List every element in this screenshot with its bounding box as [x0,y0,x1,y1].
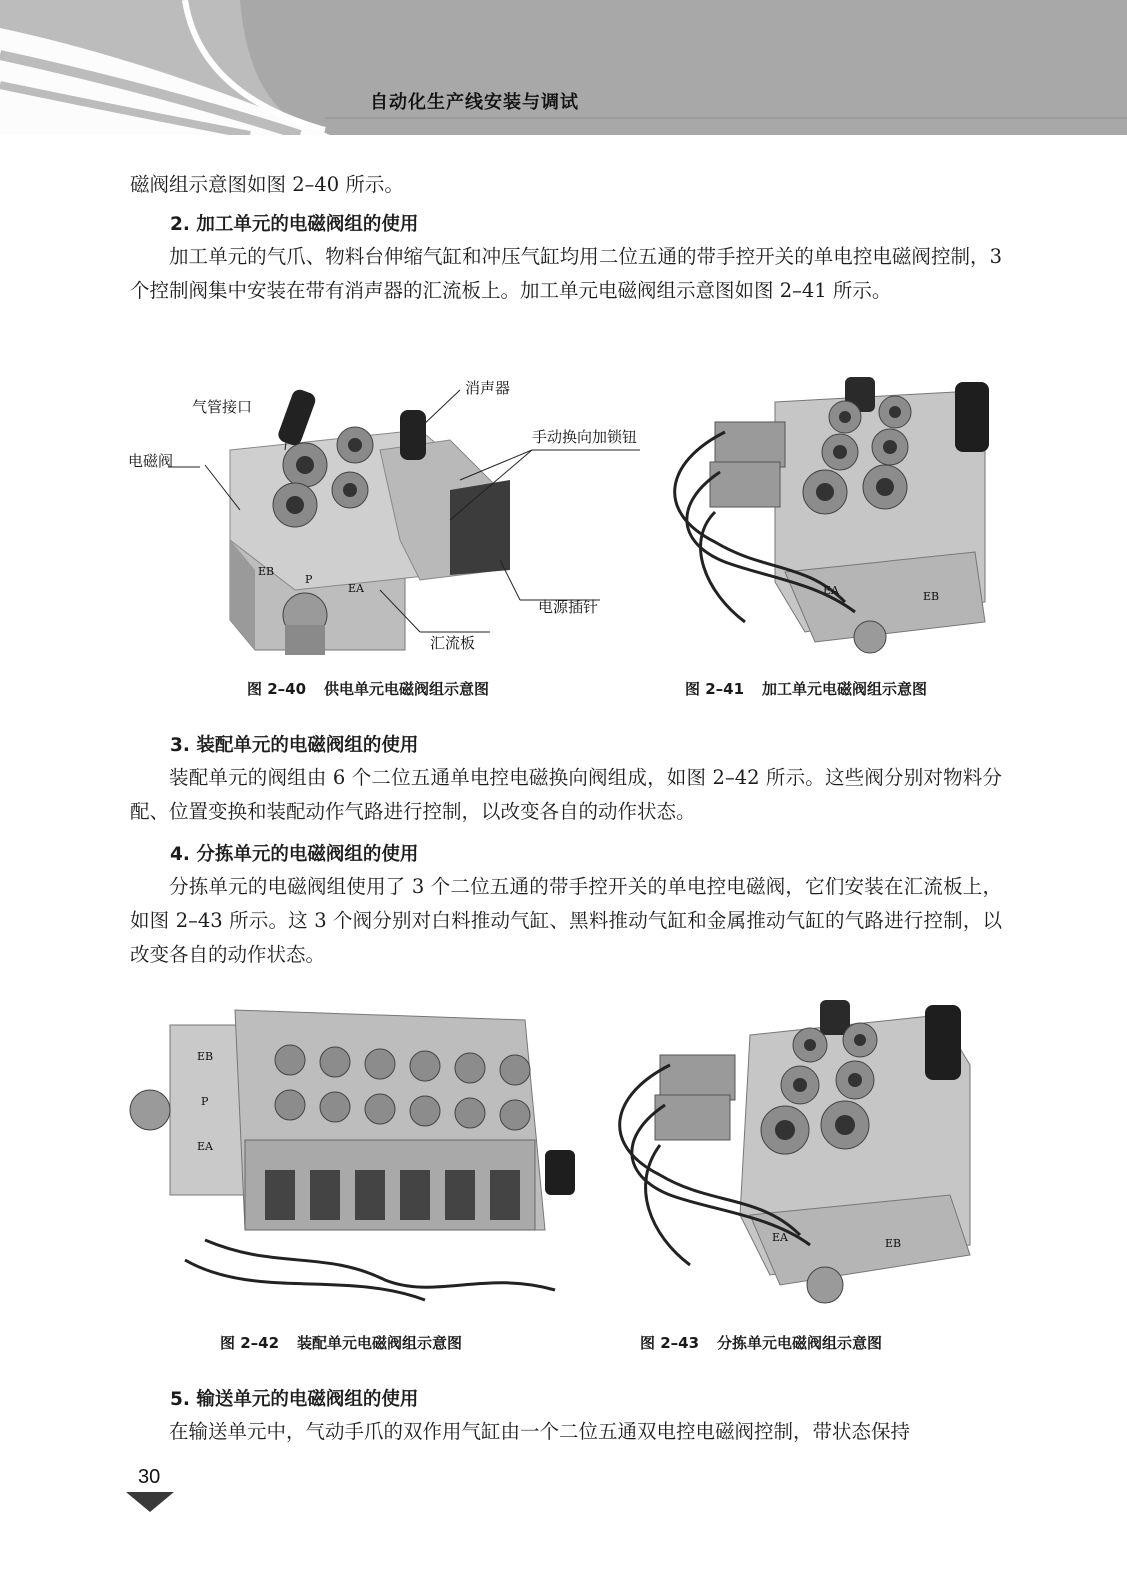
port-label-p: P [305,573,313,586]
paragraph-fig40-ref: 磁阀组示意图如图 2–40 所示。 [130,173,404,196]
figure-number: 图 2–41 [685,680,745,698]
figure-title: 装配单元电磁阀组示意图 [297,1334,463,1352]
section-heading-4: 4. 分拣单元的电磁阀组的使用 [170,844,419,865]
figure-title: 供电单元电磁阀组示意图 [324,680,490,698]
port-label-ea: EA [348,582,364,595]
page-number: 30 [138,1466,161,1488]
callout-manual-lock-button: 手动换向加锁钮 [532,428,638,446]
port-label-ea: EA [197,1140,213,1153]
figure-number: 图 2–42 [220,1334,280,1352]
figure-2-43 [600,995,980,1315]
valve-group-photo-illustration [125,1000,590,1320]
paragraph-sorting-unit: 分拣单元的电磁阀组使用了 3 个二位五通的带手控开关的单电控电磁阀，它们安装在汇流板上，如图 2–43 所示。这 3 个阀分别对白料推动气缸、黑料推动气缸和金属推动气缸的气路进行控制，以改变各自的动作状态。 [130,875,1002,966]
figure-title: 加工单元电磁阀组示意图 [762,680,928,698]
paragraph-processing-unit: 加工单元的气爪、物料台伸缩气缸和冲压气缸均用二位五通的带手控开关的单电控电磁阀控制，3 个控制阀集中安装在带有消声器的汇流板上。加工单元电磁阀组示意图如图 2–41 所示。 [130,245,1002,302]
paragraph-assembly-unit: 装配单元的阀组由 6 个二位五通单电控电磁换向阀组成，如图 2–42 所示。这些阀分别对物料分配、位置变换和装配动作气路进行控制，以改变各自的动作状态。 [130,766,1002,823]
section-heading-3: 3. 装配单元的电磁阀组的使用 [170,735,419,756]
valve-group-photo-illustration [655,372,1000,667]
valve-group-photo-illustration [600,995,980,1315]
page-marker-triangle-icon [126,1492,174,1514]
page-header [0,0,1127,135]
figure-number: 图 2–43 [640,1334,700,1352]
header-decoration [0,0,1127,135]
figure-number: 图 2–40 [247,680,307,698]
figure-2-41-caption [685,678,927,699]
paragraph-conveyor-unit: 在输送单元中，气动手爪的双作用气缸由一个二位五通双电控电磁阀控制，带状态保持 [169,1420,911,1443]
callout-power-pin: 电源插针 [538,598,599,616]
callout-manifold: 汇流板 [430,634,476,652]
figure-2-42-caption [220,1332,462,1353]
port-label-p: P [201,1095,209,1108]
port-label-eb: EB [885,1237,902,1250]
figure-2-40-caption [247,678,489,699]
figure-title: 分拣单元电磁阀组示意图 [717,1334,883,1352]
running-header-title: 自动化生产线安装与调试 [370,92,579,113]
figure-2-43-caption [640,1332,882,1353]
section-heading-2: 2. 加工单元的电磁阀组的使用 [170,214,419,235]
figure-2-42 [125,1000,590,1320]
port-label-eb: EB [258,565,275,578]
port-label-eb: EB [197,1050,214,1063]
callout-air-port: 气管接口 [192,398,253,416]
port-label-ea: EA [823,584,839,597]
port-label-ea: EA [772,1231,788,1244]
callout-muffler: 消声器 [465,379,511,397]
figure-2-41 [655,372,1000,667]
callout-solenoid-valve: 电磁阀 [128,452,174,470]
section-heading-5: 5. 输送单元的电磁阀组的使用 [170,1389,419,1410]
port-label-eb: EB [923,590,940,603]
figure-2-40 [120,370,640,670]
